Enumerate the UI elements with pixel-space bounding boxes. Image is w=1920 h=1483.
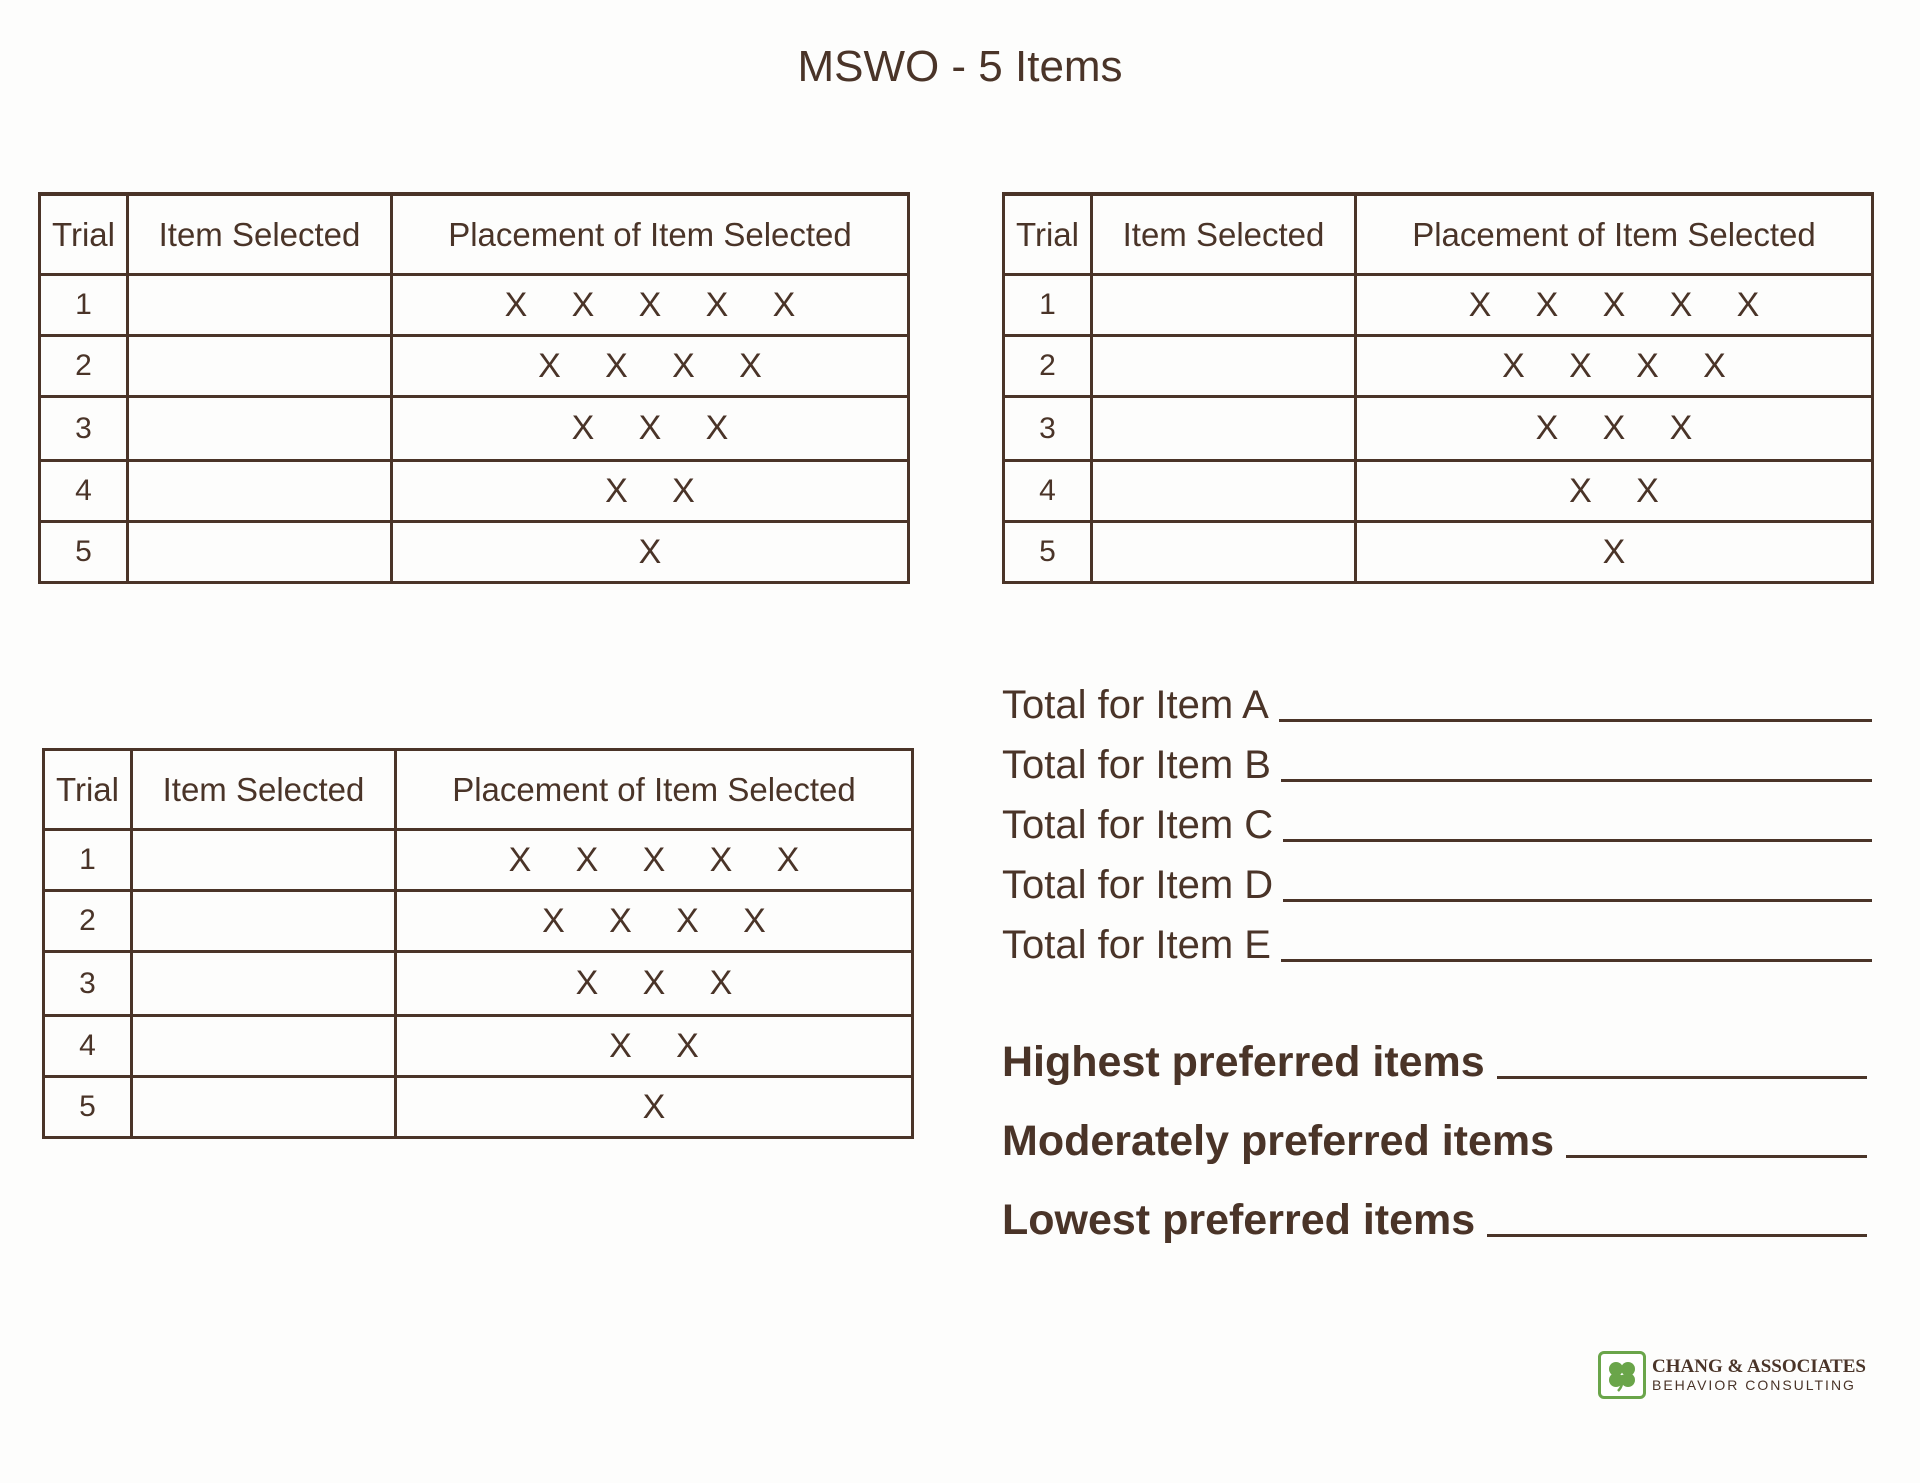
- item-selected-cell[interactable]: [129, 462, 393, 523]
- placement-mark[interactable]: X: [638, 409, 662, 447]
- placement-mark[interactable]: X: [1569, 346, 1592, 385]
- pref-blank-line[interactable]: [1487, 1234, 1867, 1237]
- pref-label: Lowest preferred items: [1002, 1196, 1476, 1244]
- trial-number: 3: [38, 398, 129, 462]
- placement-cell: [397, 1017, 914, 1078]
- placement-mark[interactable]: X: [709, 840, 733, 879]
- placement-mark[interactable]: X: [575, 964, 599, 1002]
- pref-blank-line[interactable]: [1566, 1155, 1867, 1158]
- placement-mark[interactable]: X: [676, 1026, 699, 1065]
- trial-number: 4: [38, 462, 129, 523]
- item-selected-cell[interactable]: [1093, 523, 1357, 584]
- mswo-table-1: [38, 192, 910, 584]
- trial-number: 2: [42, 892, 133, 953]
- placement-mark[interactable]: X: [1703, 346, 1726, 385]
- mswo-table-3: [42, 748, 914, 1139]
- company-logo: [1598, 1348, 1878, 1402]
- placement-mark[interactable]: X: [1535, 285, 1559, 324]
- total-item-b: [1002, 728, 1872, 788]
- placement-cell: [1357, 523, 1874, 584]
- placement-cell: [397, 831, 914, 892]
- total-label: Total for Item C: [1002, 803, 1274, 847]
- total-blank-line[interactable]: [1281, 959, 1872, 962]
- logo-name: CHANG & ASSOCIATES: [1652, 1355, 1866, 1377]
- item-selected-cell[interactable]: [1093, 337, 1357, 398]
- logo-subtitle: BEHAVIOR CONSULTING: [1652, 1376, 1856, 1393]
- placement-mark[interactable]: X: [705, 409, 729, 447]
- total-label: Total for Item D: [1002, 863, 1274, 907]
- total-blank-line[interactable]: [1283, 839, 1872, 842]
- trial-number: 1: [1002, 276, 1093, 337]
- placement-mark[interactable]: X: [1669, 409, 1693, 447]
- placement-mark[interactable]: X: [642, 840, 666, 879]
- placement-mark[interactable]: X: [1736, 285, 1760, 324]
- trial-number: 1: [42, 831, 133, 892]
- placement-mark[interactable]: X: [743, 901, 766, 940]
- placement-cell: [1357, 398, 1874, 462]
- item-selected-cell[interactable]: [1093, 276, 1357, 337]
- placement-mark[interactable]: X: [672, 346, 695, 385]
- placement-mark[interactable]: X: [705, 285, 729, 324]
- item-selected-cell[interactable]: [133, 1017, 397, 1078]
- trial-number: 4: [42, 1017, 133, 1078]
- pref-label: Moderately preferred items: [1002, 1117, 1555, 1165]
- total-item-d: [1002, 848, 1872, 908]
- placement-mark[interactable]: X: [538, 346, 561, 385]
- column-header: Trial: [38, 196, 129, 276]
- placement-mark[interactable]: X: [638, 285, 662, 324]
- trial-number: 5: [1002, 523, 1093, 584]
- placement-cell: [1357, 276, 1874, 337]
- placement-mark[interactable]: X: [1602, 532, 1626, 571]
- item-selected-cell[interactable]: [133, 953, 397, 1017]
- pref-label: Highest preferred items: [1002, 1038, 1485, 1086]
- placement-cell: [393, 523, 910, 584]
- placement-mark[interactable]: X: [609, 901, 632, 940]
- highest-preferred: [1002, 1008, 1867, 1087]
- column-header: Trial: [1002, 196, 1093, 276]
- placement-mark[interactable]: X: [642, 1087, 666, 1126]
- placement-mark[interactable]: X: [1602, 285, 1626, 324]
- placement-mark[interactable]: X: [709, 964, 733, 1002]
- page-title: MSWO - 5 Items: [797, 42, 1123, 91]
- lowest-preferred: [1002, 1166, 1867, 1245]
- placement-mark[interactable]: X: [739, 346, 762, 385]
- pref-blank-line[interactable]: [1497, 1076, 1867, 1079]
- placement-cell: [397, 953, 914, 1017]
- placement-cell: [393, 398, 910, 462]
- total-label: Total for Item E: [1002, 923, 1271, 967]
- placement-mark[interactable]: X: [1636, 471, 1659, 510]
- clover-icon: [1598, 1351, 1646, 1399]
- placement-cell: [393, 337, 910, 398]
- placement-mark[interactable]: X: [542, 901, 565, 940]
- placement-mark[interactable]: X: [676, 901, 699, 940]
- placement-cell: [393, 462, 910, 523]
- trial-number: 3: [42, 953, 133, 1017]
- total-blank-line[interactable]: [1281, 779, 1872, 782]
- placement-mark[interactable]: X: [1535, 409, 1559, 447]
- total-item-e: [1002, 908, 1872, 968]
- preference-summary: [1002, 1008, 1867, 1245]
- item-selected-cell[interactable]: [1093, 462, 1357, 523]
- placement-mark[interactable]: X: [609, 1026, 632, 1065]
- placement-cell: [1357, 337, 1874, 398]
- item-selected-cell[interactable]: [133, 1078, 397, 1139]
- placement-mark[interactable]: X: [642, 964, 666, 1002]
- placement-mark[interactable]: X: [1636, 346, 1659, 385]
- item-selected-cell[interactable]: [133, 892, 397, 953]
- trial-number: 5: [38, 523, 129, 584]
- total-blank-line[interactable]: [1283, 899, 1872, 902]
- placement-mark[interactable]: X: [1602, 409, 1626, 447]
- placement-mark[interactable]: X: [504, 285, 528, 324]
- placement-mark[interactable]: X: [605, 471, 628, 510]
- trial-number: 1: [38, 276, 129, 337]
- total-label: Total for Item A: [1002, 683, 1269, 727]
- item-selected-cell[interactable]: [129, 523, 393, 584]
- total-item-c: [1002, 788, 1872, 848]
- placement-mark[interactable]: X: [508, 840, 532, 879]
- placement-mark[interactable]: X: [638, 532, 662, 571]
- total-label: Total for Item B: [1002, 743, 1271, 787]
- placement-mark[interactable]: X: [672, 471, 695, 510]
- placement-cell: [1357, 462, 1874, 523]
- item-totals: [1002, 668, 1872, 968]
- placement-mark[interactable]: X: [776, 840, 800, 879]
- placement-mark[interactable]: X: [1502, 346, 1525, 385]
- column-header: Placement of Item Selected: [397, 751, 914, 831]
- item-selected-cell[interactable]: [133, 831, 397, 892]
- placement-mark[interactable]: X: [772, 285, 796, 324]
- trial-number: 5: [42, 1078, 133, 1139]
- placement-mark[interactable]: X: [1569, 471, 1592, 510]
- moderately-preferred: [1002, 1087, 1867, 1166]
- placement-mark[interactable]: X: [1669, 285, 1693, 324]
- column-header: Trial: [42, 751, 133, 831]
- column-header: Item Selected: [1093, 196, 1357, 276]
- placement-cell: [397, 1078, 914, 1139]
- placement-mark[interactable]: X: [605, 346, 628, 385]
- trial-number: 2: [38, 337, 129, 398]
- total-blank-line[interactable]: [1279, 719, 1872, 722]
- mswo-table-2: [1002, 192, 1874, 584]
- trial-number: 3: [1002, 398, 1093, 462]
- item-selected-cell[interactable]: [1093, 398, 1357, 462]
- trial-number: 2: [1002, 337, 1093, 398]
- placement-mark[interactable]: X: [1468, 285, 1492, 324]
- item-selected-cell[interactable]: [129, 276, 393, 337]
- column-header: Item Selected: [133, 751, 397, 831]
- placement-mark[interactable]: X: [575, 840, 599, 879]
- placement-mark[interactable]: X: [571, 285, 595, 324]
- trial-number: 4: [1002, 462, 1093, 523]
- column-header: Placement of Item Selected: [393, 196, 910, 276]
- item-selected-cell[interactable]: [129, 337, 393, 398]
- placement-cell: [393, 276, 910, 337]
- column-header: Item Selected: [129, 196, 393, 276]
- item-selected-cell[interactable]: [129, 398, 393, 462]
- placement-mark[interactable]: X: [571, 409, 595, 447]
- column-header: Placement of Item Selected: [1357, 196, 1874, 276]
- total-item-a: [1002, 668, 1872, 728]
- placement-cell: [397, 892, 914, 953]
